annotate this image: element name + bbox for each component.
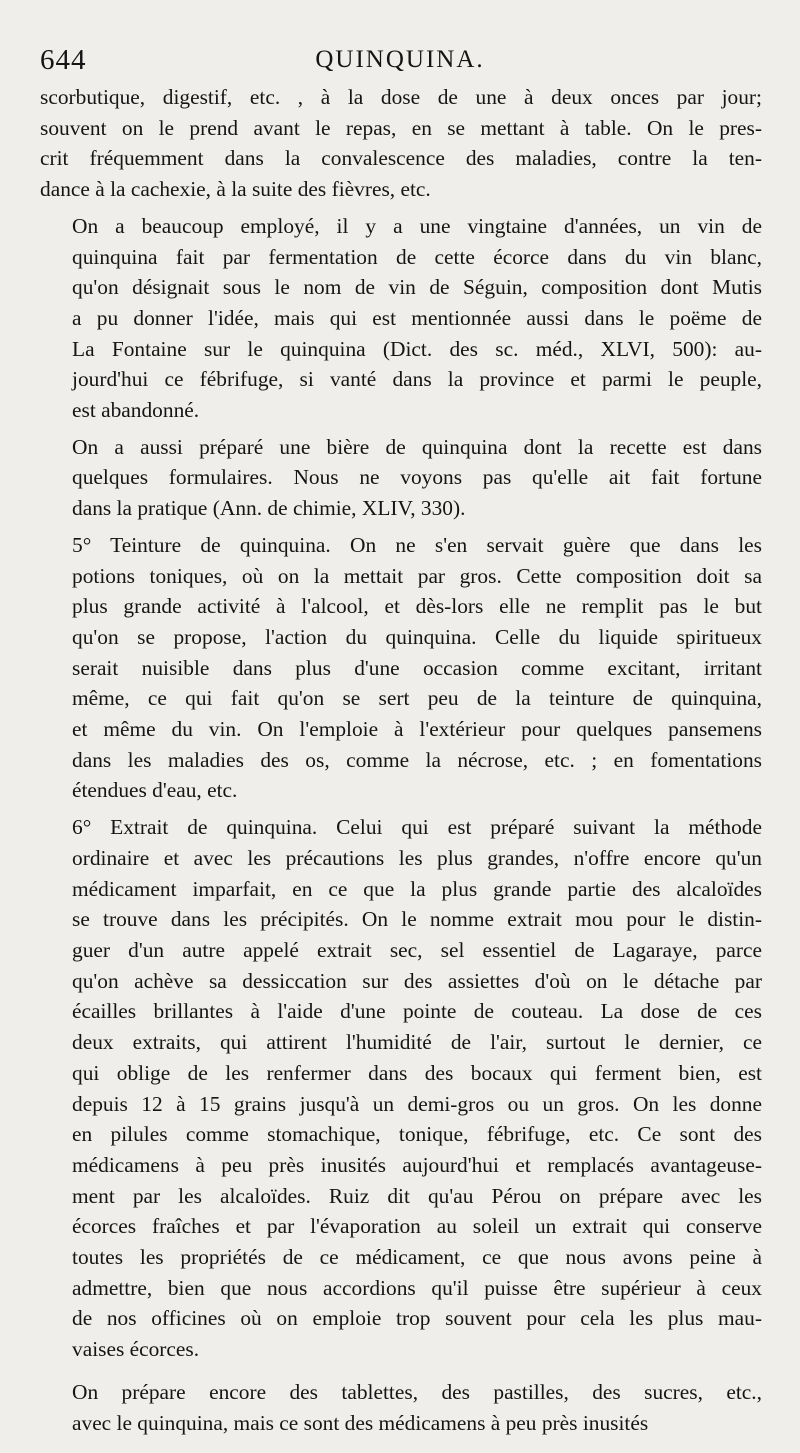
text-line: de nos officines où on emploie trop souvent pour cela les plus mau- — [72, 1306, 762, 1331]
text-line: écorces fraîches et par l'évaporation au soleil un extrait qui conserve — [72, 1214, 762, 1239]
paragraph — [40, 211, 762, 426]
text-line: ment par les alcaloïdes. Ruiz dit qu'au Pérou on prépare avec les — [72, 1183, 762, 1208]
text-line: qu'on désignait sous le nom de vin de Séguin, composition dont Mutis — [72, 275, 762, 300]
text-line: en pilules comme stomachique, tonique, fébrifuge, etc. Ce sont des — [72, 1122, 762, 1147]
text-line: est abandonné. — [72, 398, 200, 423]
text-line: qu'on achève sa dessiccation sur des assiettes d'où on le détache par — [72, 968, 762, 993]
text-line: étendues d'eau, etc. — [72, 778, 238, 803]
text-line: qu'on se propose, l'action du quinquina. Celle du liquide spiritueux — [72, 624, 762, 649]
text-line: crit fréquemment dans la convalescence des maladies, contre la ten- — [40, 146, 762, 171]
text-line: On prépare encore des tablettes, des pastilles, des sucres, etc., — [72, 1379, 762, 1404]
paragraph — [40, 812, 762, 1365]
text-line: a pu donner l'idée, mais qui est mentionnée aussi dans le poëme de — [72, 305, 762, 330]
text-line: dans la pratique (Ann. de chimie, XLIV, 330). — [72, 496, 466, 521]
running-head: QUINQUINA. — [315, 46, 485, 73]
text-line: se trouve dans les précipités. On le nomme extrait mou pour le distin- — [72, 907, 762, 932]
text-line: admettre, bien que nous accordions qu'il puisse être supérieur à ceux — [72, 1275, 762, 1300]
page-header — [40, 44, 760, 84]
paragraph — [40, 530, 762, 806]
text-line: ordinaire et avec les précautions les plus grandes, n'offre encore qu'un — [72, 845, 762, 870]
text-line: plus grande activité à l'alcool, et dès-lors elle ne remplit pas le but — [72, 594, 762, 619]
paragraph — [40, 82, 762, 205]
text-line: jourd'hui ce fébrifuge, si vanté dans la province et parmi le peuple, — [72, 367, 762, 392]
text-line: quelques formulaires. Nous ne voyons pas qu'elle ait fait fortune — [72, 465, 762, 490]
text-line: vaises écorces. — [72, 1337, 200, 1362]
text-line: On a aussi préparé une bière de quinquina dont la recette est dans — [72, 434, 762, 459]
text-line: deux extraits, qui attirent l'humidité de l'air, surtout le dernier, ce — [72, 1030, 762, 1055]
text-line: médicamens à peu près inusités aujourd'hui et remplacés avantageuse- — [72, 1152, 762, 1177]
paragraph — [40, 432, 762, 524]
text-line: serait nuisible dans plus d'une occasion comme excitant, irritant — [72, 655, 762, 680]
paragraph — [40, 1377, 762, 1438]
text-line: scorbutique, digestif, etc. , à la dose de une à deux onces par jour; — [40, 85, 762, 109]
text-line: quinquina fait par fermentation de cette écorce dans du vin blanc, — [72, 244, 762, 269]
text-line: dance à la cachexie, à la suite des fièvres, etc. — [40, 177, 431, 202]
text-line: écailles brillantes à l'aide d'une pointe de couteau. La dose de ces — [72, 999, 762, 1024]
text-line: On a beaucoup employé, il y a une vingtaine d'années, un vin de — [72, 213, 762, 238]
text-line: 5° Teinture de quinquina. On ne s'en servait guère que dans les — [72, 532, 762, 557]
text-line: même, ce qui fait qu'on se sert peu de la teinture de quinquina, — [72, 686, 762, 711]
text-line: souvent on le prend avant le repas, en se mettant à table. On le pres- — [40, 115, 762, 140]
page-number: 644 — [40, 44, 87, 76]
text-line: dans les maladies des os, comme la nécrose, etc. ; en fomentations — [72, 747, 762, 772]
body-text — [40, 82, 762, 1438]
text-line: toutes les propriétés de ce médicament, ce que nous avons peine à — [72, 1245, 762, 1270]
text-line: et même du vin. On l'emploie à l'extérieur pour quelques pansemens — [72, 717, 762, 742]
text-line: potions toniques, où on la mettait par gros. Cette composition doit sa — [72, 563, 762, 588]
text-line: médicament imparfait, en ce que la plus grande partie des alcaloïdes — [72, 876, 762, 901]
text-line: La Fontaine sur le quinquina (Dict. des sc. méd., XLVI, 500): au- — [72, 336, 762, 361]
text-line: qui oblige de les renfermer dans des bocaux qui ferment bien, est — [72, 1060, 762, 1085]
text-line: 6° Extrait de quinquina. Celui qui est préparé suivant la méthode — [72, 815, 762, 840]
text-line: avec le quinquina, mais ce sont des médicamens à peu près inusités — [72, 1410, 649, 1435]
text-line: guer d'un autre appelé extrait sec, sel essentiel de Lagaraye, parce — [72, 937, 762, 962]
text-line: depuis 12 à 15 grains jusqu'à un demi-gros ou un gros. On les donne — [72, 1091, 762, 1116]
